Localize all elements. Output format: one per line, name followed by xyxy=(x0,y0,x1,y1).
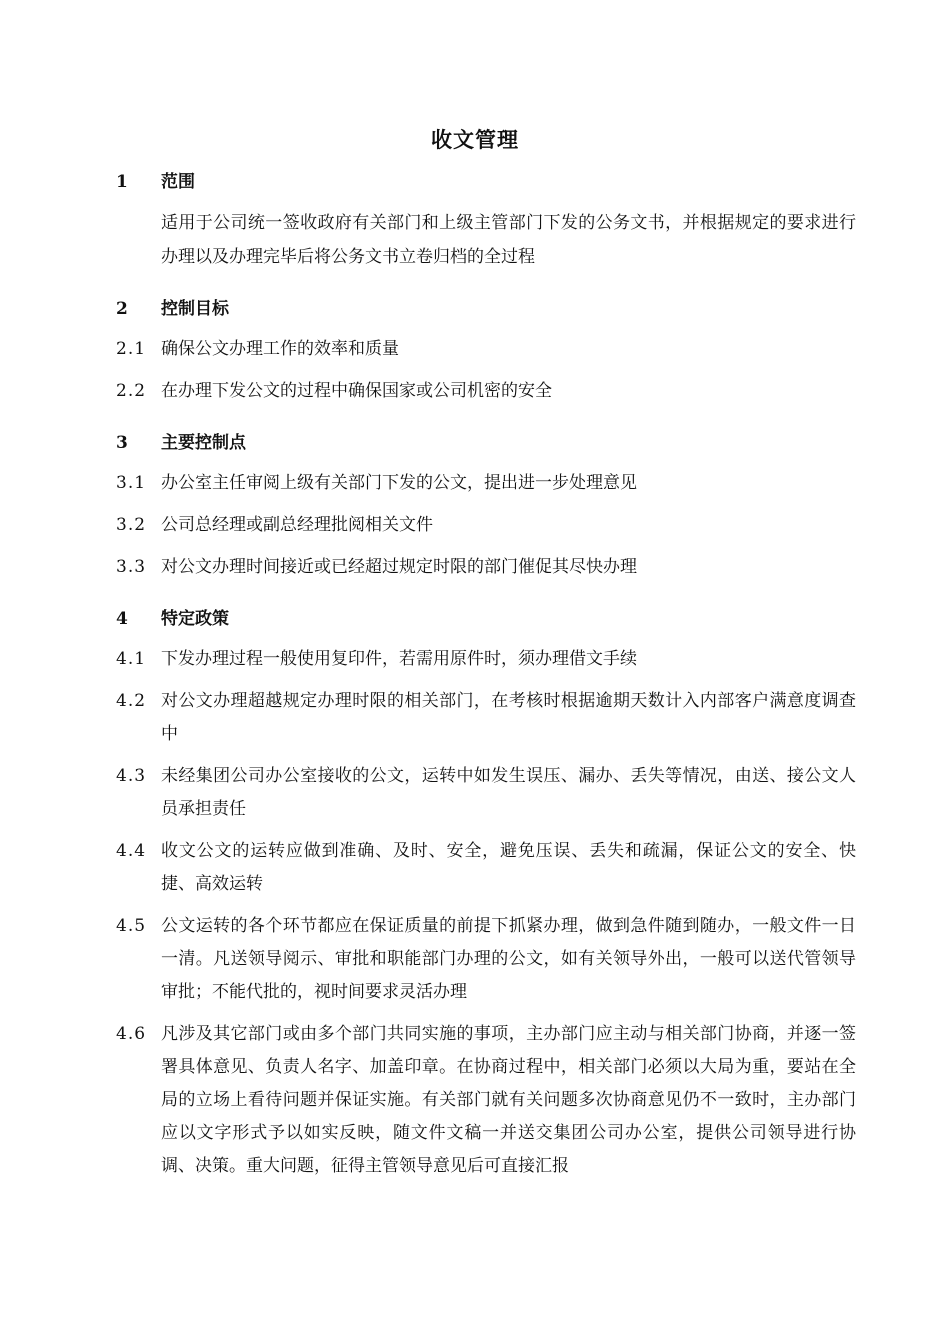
item-number: 4.1 xyxy=(116,649,147,669)
item-text: 公文运转的各个环节都应在保证质量的前提下抓紧办理，做到急件随到随办，一般文件一日一清。凡送领导阅示、审批和职能部门办理的公文，如有关领导外出，一般可以送代管领导审批；不能代批的，视时间要求灵活办理 xyxy=(161,916,856,1002)
section-heading xyxy=(116,604,856,634)
item-number: 4.3 xyxy=(116,766,147,786)
section-heading xyxy=(116,294,856,324)
list-item xyxy=(116,333,856,366)
section-title: 范围 xyxy=(161,172,195,192)
item-text: 对公文办理超越规定办理时限的相关部门，在考核时根据逾期天数计入内部客户满意度调查中 xyxy=(161,691,856,744)
section-title: 控制目标 xyxy=(161,299,229,319)
item-number: 4.2 xyxy=(116,691,147,711)
section-title: 特定政策 xyxy=(161,609,229,629)
section-number: 3 xyxy=(116,433,128,453)
item-number: 2.2 xyxy=(116,381,147,401)
item-number: 2.1 xyxy=(116,339,147,359)
list-item xyxy=(116,910,856,1009)
item-text: 收文公文的运转应做到准确、及时、安全，避免压误、丢失和疏漏，保证公文的安全、快捷、高效运转 xyxy=(161,841,856,894)
item-text: 在办理下发公文的过程中确保国家或公司机密的安全 xyxy=(161,381,552,401)
item-text: 办公室主任审阅上级有关部门下发的公文，提出进一步处理意见 xyxy=(161,473,637,493)
item-number: 3.1 xyxy=(116,473,147,493)
item-text: 凡涉及其它部门或由多个部门共同实施的事项，主办部门应主动与相关部门协商，并逐一签署具体意见、负责人名字、加盖印章。在协商过程中，相关部门必须以大局为重，要站在全局的立场上看待问题并保证实施。有关部门就有关问题多次协商意见仍不一致时，主办部门应以文字形式予以如实反映，随文件文稿一并送交集团公司办公室，提供公司领导进行协调、决策。重大问题，征得主管领导意见后可直接汇报 xyxy=(161,1024,856,1176)
section-paragraph: 适用于公司统一签收政府有关部门和上级主管部门下发的公务文书，并根据规定的要求进行办理以及办理完毕后将公务文书立卷归档的全过程 xyxy=(161,213,856,267)
item-text: 确保公文办理工作的效率和质量 xyxy=(161,339,399,359)
item-text: 下发办理过程一般使用复印件，若需用原件时，须办理借文手续 xyxy=(161,649,637,669)
item-number: 4.4 xyxy=(116,841,147,861)
section-title: 主要控制点 xyxy=(161,433,246,453)
list-item xyxy=(116,1018,856,1183)
list-item xyxy=(116,375,856,408)
item-number: 3.2 xyxy=(116,515,147,535)
item-number: 4.5 xyxy=(116,916,147,936)
list-item xyxy=(116,685,856,751)
item-number: 3.3 xyxy=(116,557,147,577)
section-number: 2 xyxy=(116,299,128,319)
document-body xyxy=(116,167,856,1183)
list-item xyxy=(116,551,856,584)
list-item xyxy=(116,760,856,826)
list-item xyxy=(116,835,856,901)
item-number: 4.6 xyxy=(116,1024,147,1044)
list-item xyxy=(116,509,856,542)
list-item xyxy=(116,467,856,500)
section-number: 1 xyxy=(116,172,128,192)
section-number: 4 xyxy=(116,609,128,629)
item-text: 对公文办理时间接近或已经超过规定时限的部门催促其尽快办理 xyxy=(161,557,637,577)
document-title: 收文管理 xyxy=(431,127,519,152)
section-heading xyxy=(116,167,856,197)
item-text: 公司总经理或副总经理批阅相关文件 xyxy=(161,515,433,535)
list-item xyxy=(116,643,856,676)
item-text: 未经集团公司办公室接收的公文，运转中如发生误压、漏办、丢失等情况，由送、接公文人员承担责任 xyxy=(161,766,856,819)
section-heading xyxy=(116,428,856,458)
